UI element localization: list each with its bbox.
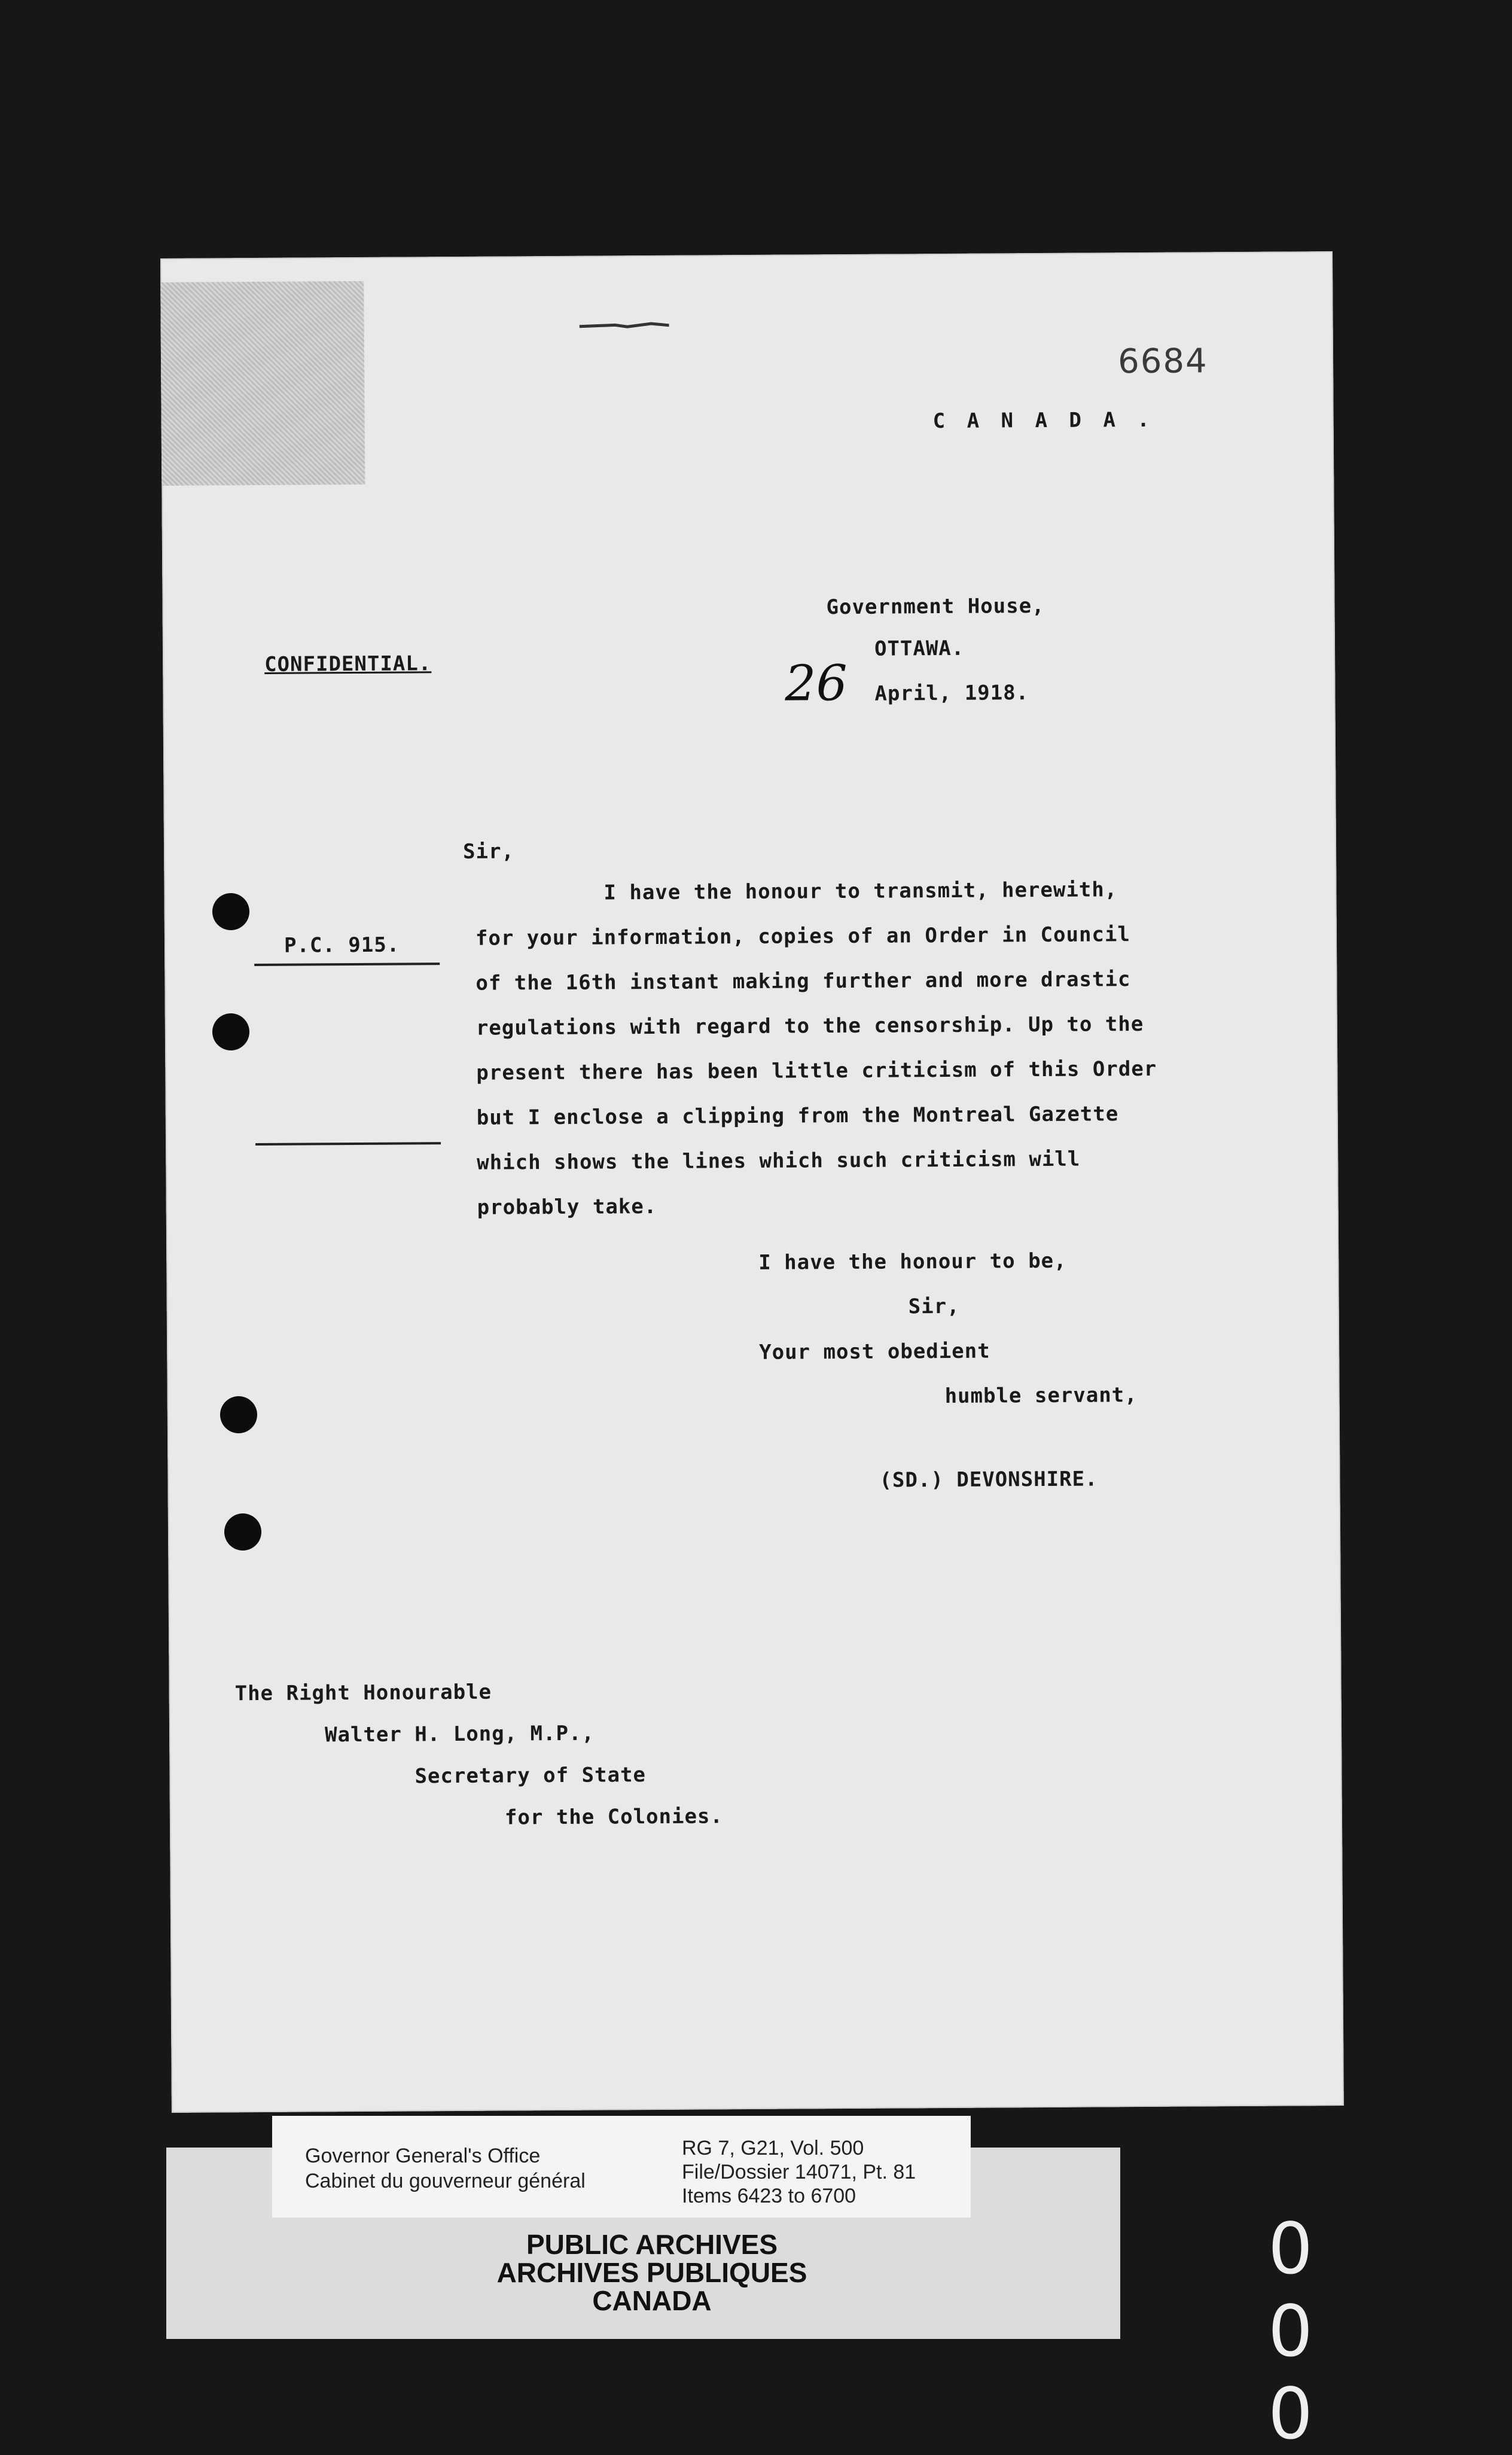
closing-line: I have the honour to be, (758, 1248, 1067, 1275)
closing-line: Your most obedient (759, 1339, 990, 1364)
addressee-line: Secretary of State (414, 1763, 647, 1789)
country-heading: C A N A D A . (932, 407, 1154, 434)
address-line-1: Government House, (826, 593, 1045, 620)
addressee-line: Walter H. Long, M.P., (324, 1721, 595, 1747)
office-english: Governor General's Office (305, 2145, 541, 2167)
addressee-line: The Right Honourable (234, 1680, 492, 1706)
margin-reference: P.C. 915. (284, 933, 400, 958)
margin-rule-1 (254, 962, 440, 966)
punch-hole (212, 1013, 249, 1050)
archives-french: ARCHIVES PUBLIQUES (496, 2257, 807, 2288)
office-french: Cabinet du gouverneur général (305, 2170, 586, 2192)
archive-ref-line-3: Items 6423 to 6700 (682, 2185, 856, 2207)
frame-number: 0 0 0 (1268, 2207, 1361, 2455)
archives-country: CANADA (592, 2285, 712, 2316)
confidential-heading: CONFIDENTIAL. (264, 651, 432, 677)
reference-number: 6684 (1117, 342, 1208, 382)
body-line: of the 16th instant making further and more drastic (475, 967, 1131, 995)
addressee-line: for the Colonies. (504, 1804, 724, 1830)
punch-hole (212, 893, 249, 930)
closing-line: Sir, (908, 1294, 960, 1319)
body-line: present there has been little criticism of this Order (476, 1056, 1157, 1085)
archive-ref-line-1: RG 7, G21, Vol. 500 (682, 2137, 864, 2159)
body-line: but I enclose a clipping from the Montreal Gazette (476, 1102, 1119, 1130)
document-page (160, 251, 1344, 2113)
body-line: probably take. (477, 1194, 657, 1220)
signature: (SD.) DEVONSHIRE. (879, 1467, 1098, 1493)
archives-english: PUBLIC ARCHIVES (526, 2229, 778, 2260)
pen-mark (580, 321, 669, 330)
salutation: Sir, (462, 839, 515, 864)
punch-hole (224, 1513, 261, 1551)
body-line: I have the honour to transmit, herewith, (603, 878, 1118, 905)
archive-ref-line-2: File/Dossier 14071, Pt. 81 (682, 2161, 916, 2183)
mounting-stub (160, 281, 365, 486)
margin-rule-2 (255, 1142, 441, 1146)
closing-line: humble servant, (944, 1383, 1138, 1409)
handwritten-day: 26 (785, 654, 848, 712)
address-line-2: OTTAWA. (874, 636, 965, 661)
body-line: regulations with regard to the censorship. Up to the (475, 1012, 1144, 1040)
body-line: which shows the lines which such criticism will (477, 1147, 1081, 1175)
punch-hole (220, 1396, 257, 1433)
body-line: for your information, copies of an Order in Council (475, 922, 1131, 951)
date-line: April, 1918. (874, 681, 1029, 706)
